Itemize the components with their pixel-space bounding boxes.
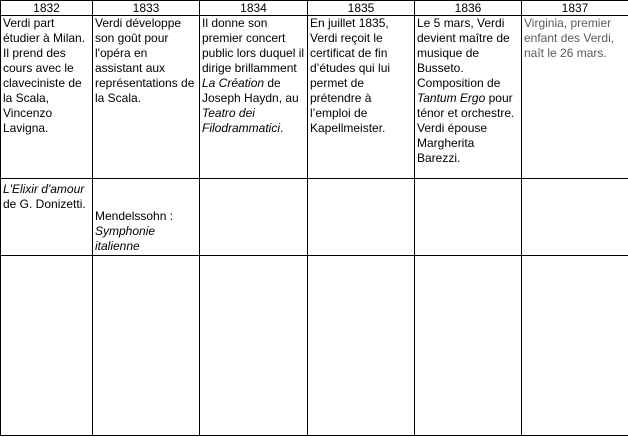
empty-cell-1832 xyxy=(1,256,93,436)
works-text-1832 xyxy=(1,179,92,213)
event-1836-outro: pour ténor et orchestre. Verdi épouse Margherita Barezzi. xyxy=(417,91,515,165)
event-text-1833: Verdi développe son goût pour l'opéra en assistant aux représentations de la Scala. xyxy=(95,16,195,105)
life-events-row xyxy=(1,16,628,179)
work-tantum-ergo: Tantum Ergo xyxy=(417,91,486,105)
event-1834-intro: Il donne son premier concert public lors duquel il dirige brillamment xyxy=(202,16,305,75)
event-text-1836 xyxy=(415,16,521,167)
year-header-1836: 1836 xyxy=(415,1,522,16)
works-cell-1832 xyxy=(1,179,93,256)
empty-cell-1835 xyxy=(308,256,415,436)
works-cell-1834 xyxy=(200,179,308,256)
event-text-1835: En juillet 1835, Verdi reçoit le certificat de fin d’études qui lui permet de prétendre à l’emploi de Kapellmeister. xyxy=(310,16,391,135)
spacer xyxy=(93,179,199,208)
year-header-1837: 1837 xyxy=(522,1,628,16)
year-header-1833: 1833 xyxy=(93,1,200,16)
work-symphonie-italienne: Symphonie italienne xyxy=(95,224,156,253)
works-1832-rest: de G. Donizetti. xyxy=(3,197,86,211)
event-1834-middle: de Joseph Haydn, au xyxy=(202,76,299,105)
event-text-1832: Verdi part étudier à Milan. Il prend des cours avec le claveciniste de la Scala, Vincenzo Lavigna. xyxy=(3,16,86,135)
event-cell-1835 xyxy=(308,16,415,179)
work-la-creation: La Création xyxy=(202,76,265,90)
empty-row xyxy=(1,256,628,436)
year-header-1832: 1832 xyxy=(1,1,93,16)
empty-cell-1833 xyxy=(93,256,200,436)
event-cell-1833 xyxy=(93,16,200,179)
works-text-1833 xyxy=(93,208,199,255)
works-cell-1837 xyxy=(522,179,628,256)
empty-cell-1837 xyxy=(522,256,628,436)
year-header-row xyxy=(1,1,628,16)
year-header-1835: 1835 xyxy=(308,1,415,16)
works-row xyxy=(1,179,628,256)
event-text-1837: Virginia, premier enfant des Verdi, naît le 26 mars. xyxy=(524,16,615,60)
venue-teatro: Teatro dei Filodrammatici xyxy=(202,106,281,135)
works-cell-1836 xyxy=(415,179,522,256)
work-elixir: L'Elixir d'amour xyxy=(3,182,85,196)
empty-cell-1836 xyxy=(415,256,522,436)
event-cell-1832 xyxy=(1,16,93,179)
event-1834-end: . xyxy=(280,121,284,135)
empty-cell-1834 xyxy=(200,256,308,436)
event-text-1834 xyxy=(200,16,307,137)
year-header-1834: 1834 xyxy=(200,1,308,16)
event-cell-1837 xyxy=(522,16,628,179)
works-cell-1835 xyxy=(308,179,415,256)
event-cell-1834 xyxy=(200,16,308,179)
composer-mendelssohn: Mendelssohn : xyxy=(95,209,174,223)
event-cell-1836 xyxy=(415,16,522,179)
event-1836-intro: Le 5 mars, Verdi devient maître de musique de Busseto. Composition de xyxy=(417,16,510,90)
works-cell-1833 xyxy=(93,179,200,256)
